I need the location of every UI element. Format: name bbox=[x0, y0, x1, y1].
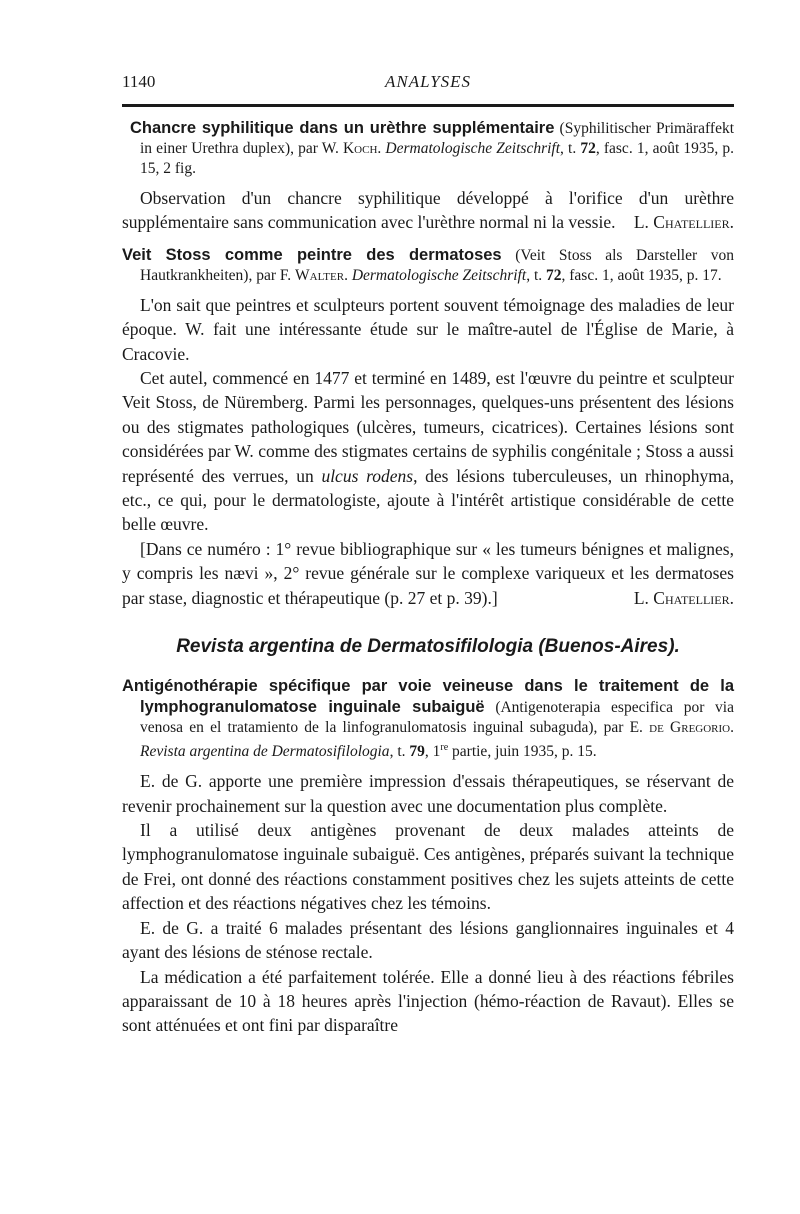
entry-title: Veit Stoss comme peintre des dermatoses bbox=[122, 245, 502, 264]
author-name: Walter bbox=[295, 266, 345, 284]
entry-paragraph: Il a utilisé deux antigènes provenant de deux malades atteints de lymphogranulomatose inguinale subaiguë. Ces antigènes, préparés suivant la technique de Frei, ont donné des réactions constamment positives chez les sujets atteints de cette affection et des réactions négatives chez les témoins. bbox=[122, 820, 734, 914]
entry-reference: Veit Stoss comme peintre des dermatoses (Veit Stoss als Darsteller von Hautkrankheiten), par F. Walter. Dermatologische Zeitschrift, t. 72, fasc. 1, août 1935, p. 17. bbox=[122, 245, 734, 284]
entry-paragraph: L'on sait que peintres et sculpteurs portent souvent témoignage des maladies de leur époque. W. fait une intéressante étude sur le maître-autel de l'Église de Marie, à Cracovie. bbox=[122, 294, 734, 364]
author-name: de Gregorio bbox=[649, 719, 731, 737]
signature: L. Chatellier. bbox=[633, 587, 734, 608]
volume-number: 72 bbox=[546, 266, 562, 284]
article-content bbox=[122, 118, 734, 1038]
entry-reference: Chancre syphilitique dans un urèthre supplémentaire (Syphilitischer Primäraffekt in einer Urethra duplex), par W. Koch. Dermatologische Zeitschrift, t. 72, fasc. 1, août 1935, p. 15, 2 fig. bbox=[130, 119, 735, 177]
entry-body: Observation d'un chancre syphilitique développé à l'orifice d'un urèthre supplémentaire sans communication avec l'urèthre normal ni la vessie. L. Chatellier. bbox=[122, 186, 734, 235]
journal-name: Dermatologische Zeitschrift bbox=[351, 266, 527, 284]
volume-number: 72 bbox=[580, 140, 596, 157]
entry-paragraph: Cet autel, commencé en 1477 et terminé en 1489, est l'œuvre du peintre et sculpteur Veit Stoss, de Nüremberg. Parmi les personnages, quelques-uns présentent des lésions ou des stigmates pathologiques (ulcères, tumeurs, cicatrices). Certaines lésions sont considérées par W. comme des stigmates certains de syphilis congénitale ; Stoss a aussi représenté des verrues, un ulcus rodens, des lésions tuberculeuses, un rhinophyma, etc., ce qui, pour le dermatologiste, ajoute à l'intérêt artistique considérable de cette belle œuvre. bbox=[122, 368, 734, 535]
entry-paragraph: La médication a été parfaitement tolérée. Elle a donné lieu à des réactions fébriles apparaissant de 10 à 18 heures après l'injection (hémo-réaction de Ravaut). Elles se sont atténuées et ont fini par disparaître bbox=[122, 966, 734, 1036]
entry-title: Chancre syphilitique dans un urèthre supplémentaire bbox=[130, 119, 555, 137]
journal-name: Revista argentina de Dermatosifilologia bbox=[140, 743, 390, 761]
entry-paragraph: E. de G. apporte une première impression d'essais thérapeutiques, se réservant de revenir prochainement sur la question avec une documentation plus complète. bbox=[122, 771, 734, 816]
running-title: ANALYSES bbox=[384, 72, 472, 91]
section-title: Revista argentina de Dermatosifilologia (Buenos-Aires). bbox=[176, 636, 680, 658]
entry-paragraph: E. de G. a traité 6 malades présentant des lésions ganglionnaires inguinales et 4 ayant des lésions de sténose rectale. bbox=[122, 917, 734, 963]
volume-number: 79 bbox=[409, 743, 425, 761]
header-rule bbox=[122, 104, 734, 107]
entry-paragraph: [Dans ce numéro : 1° revue bibliographique sur « les tumeurs bénignes et malignes, y compris les nævi », 2° revue générale sur le complexe variqueux et les dermatoses par stase, diagnostic et thérapeutique (p. 27 et p. 39).] L. Chatellier. bbox=[122, 537, 734, 610]
entry-reference: Antigénothérapie spécifique par voie veineuse dans le traitement de la lymphogranulomatose inguinale subaiguë (Antigenoterapia especifica por via venosa en el tratamiento de la linfogranulomatosis inguinal subaguda), par E. de Gregorio. Revista argentina de Dermatosifilologia, t. 79, 1re partie, juin 1935, p. 15. bbox=[122, 677, 734, 761]
author-name: Koch bbox=[342, 140, 378, 157]
entry-title: Antigénothérapie spécifique par voie veineuse dans le traitement de la lymphogranulomatose inguinale subaiguë bbox=[122, 677, 734, 717]
signature: L. Chatellier. bbox=[633, 212, 734, 233]
journal-name: Dermatologische Zeitschrift bbox=[385, 140, 561, 157]
page-header bbox=[122, 72, 734, 96]
page-number: 1140 bbox=[122, 72, 156, 91]
